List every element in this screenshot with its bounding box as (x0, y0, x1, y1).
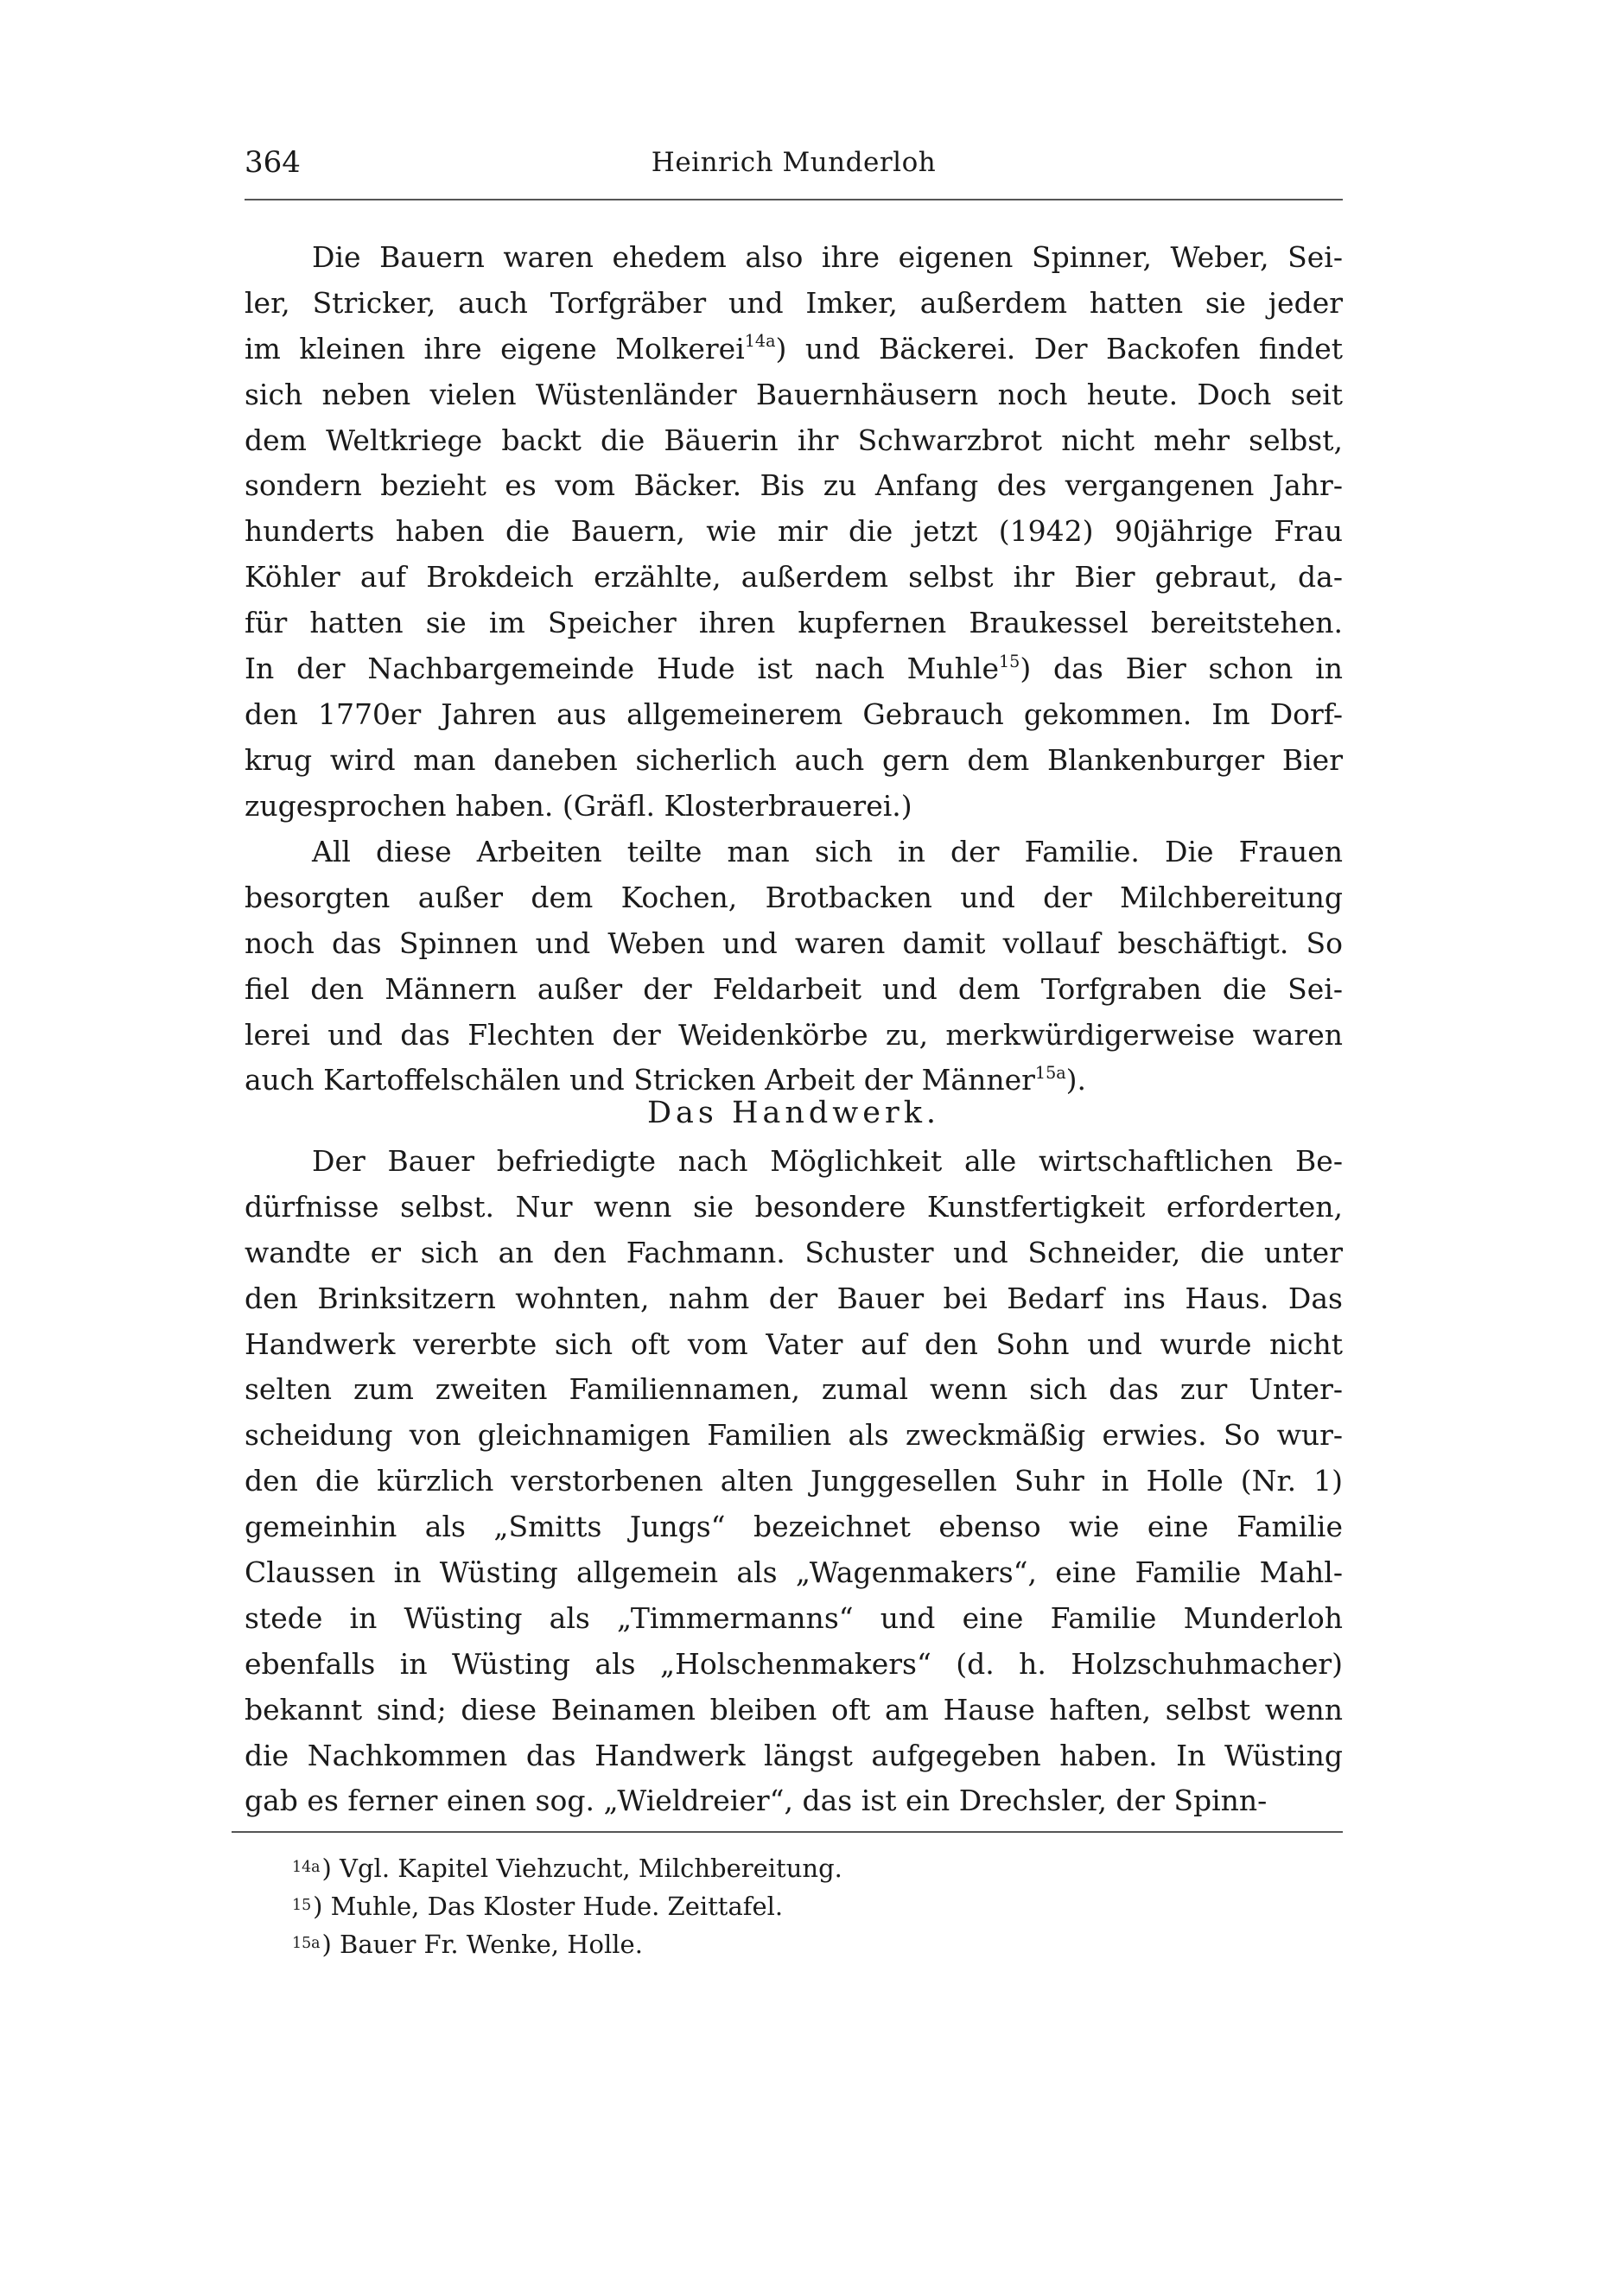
text-line: scheidung von gleichnamigen Familien als zweckmäßig erwies. So wur- (245, 1418, 1343, 1453)
line-text: ). (1065, 1063, 1087, 1097)
line-text: auch Kartoffelschälen und Stricken Arbeit der Männer (245, 1063, 1035, 1097)
text-line: ebenfalls in Wüsting als „Holschenmakers“ (d. h. Holzschuhmacher) (245, 1646, 1343, 1681)
line-text: ) und Bäckerei. Der Backofen findet (775, 331, 1343, 366)
footnote-item (292, 1925, 1329, 1963)
footnote-text: ) Muhle, Das Kloster Hude. Zeittafel. (313, 1892, 784, 1921)
line-text: im kleinen ihre eigene Molkerei (245, 331, 745, 366)
text-line: dem Weltkriege backt die Bäuerin ihr Schwarzbrot nicht mehr selbst, (245, 423, 1343, 457)
footnotes (292, 1849, 1329, 1963)
text-line: besorgten außer dem Kochen, Brotbacken und der Milchbereitung (245, 880, 1343, 914)
footnote-mark: 15a (292, 1934, 321, 1952)
paragraph-bauern-eigene-spinner (245, 235, 1343, 830)
footnote-rule (232, 1831, 1343, 1833)
text-line: krug wird man daneben sicherlich auch gern dem Blankenburger Bier (245, 742, 1343, 777)
text-line: gemeinhin als „Smitts Jungs“ bezeichnet ebenso wie eine Familie (245, 1510, 1343, 1544)
text-line: Handwerk vererbte sich oft vom Vater auf den Sohn und wurde nicht (245, 1326, 1343, 1361)
text-line: fiel den Männern außer der Feldarbeit und dem Torfgraben die Sei- (245, 971, 1343, 1006)
text-line: lerei und das Flechten der Weidenkörbe zu, merkwürdigerweise waren (245, 1017, 1343, 1052)
page-number: 364 (245, 145, 301, 180)
text-line (245, 646, 1343, 692)
footnote-text: ) Vgl. Kapitel Viehzucht, Milchbereitung. (321, 1854, 842, 1883)
text-line: sich neben vielen Wüstenländer Bauernhäusern noch heute. Doch seit (245, 377, 1343, 411)
text-line: ler, Stricker, auch Torfgräber und Imker, außerdem hatten sie jeder (245, 285, 1343, 320)
line-text: In der Nachbargemeinde Hude ist nach Muhle (245, 652, 999, 686)
text-line: bekannt sind; diese Beinamen bleiben oft am Hause haften, selbst wenn (245, 1692, 1343, 1727)
footnote-mark: 14a (292, 1858, 321, 1876)
header-rule (245, 199, 1343, 200)
text-line (245, 327, 1343, 372)
paragraph-handwerk (245, 1139, 1343, 1824)
text-line: hunderts haben die Bauern, wie mir die jetzt (1942) 90jährige Frau (245, 514, 1343, 549)
text-line: noch das Spinnen und Weben und waren damit vollauf beschäftigt. So (245, 925, 1343, 960)
text-line: den die kürzlich verstorbenen alten Junggesellen Suhr in Holle (Nr. 1) (245, 1464, 1343, 1498)
running-head (245, 141, 1343, 194)
footnote-mark: 15 (292, 1896, 312, 1914)
footnote-reference: 15a (1034, 1063, 1066, 1084)
text-line: Köhler auf Brokdeich erzählte, außerdem selbst ihr Bier gebraut, da- (245, 560, 1343, 595)
footnote-item (292, 1849, 1329, 1887)
text-line: zugesprochen haben. (Gräfl. Klosterbrauerei.) (245, 788, 912, 823)
footnote-text: ) Bauer Fr. Wenke, Holle. (321, 1930, 643, 1959)
text-line: selten zum zweiten Familiennamen, zumal wenn sich das zur Unter- (245, 1372, 1343, 1407)
text-line: den Brinksitzern wohnten, nahm der Bauer bei Bedarf ins Haus. Das (245, 1281, 1343, 1315)
text-line: sondern bezieht es vom Bäcker. Bis zu Anfang des vergangenen Jahr- (245, 468, 1343, 503)
text-line: die Nachkommen das Handwerk längst aufgegeben haben. In Wüsting (245, 1738, 1343, 1772)
text-line: den 1770er Jahren aus allgemeinerem Gebrauch gekommen. Im Dorf- (245, 696, 1343, 731)
text-line: dürfnisse selbst. Nur wenn sie besondere Kunstfertigkeit erforderten, (245, 1189, 1343, 1224)
footnote-reference: 15 (999, 651, 1020, 671)
text-line: Claussen in Wüsting allgemein als „Wagenmakers“, eine Familie Mahl- (245, 1555, 1343, 1590)
text-line: wandte er sich an den Fachmann. Schuster und Schneider, die unter (245, 1235, 1343, 1269)
footnote-reference: 14a (744, 331, 776, 352)
text-line: Der Bauer befriedigte nach Möglichkeit alle wirtschaftlichen Be- (312, 1144, 1343, 1178)
running-title: Heinrich Munderloh (651, 147, 937, 178)
text-line: für hatten sie im Speicher ihren kupfernen Braukessel bereitstehen. (245, 606, 1343, 640)
paragraph-arbeiten-in-der-familie (245, 830, 1343, 1103)
line-text: ) das Bier schon in (1020, 652, 1343, 686)
text-line: All diese Arbeiten teilte man sich in der Familie. Die Frauen (312, 835, 1343, 868)
footnote-item (292, 1887, 1329, 1925)
section-heading: Das Handwerk. (646, 1096, 941, 1130)
text-line: stede in Wüsting als „Timmermanns“ und eine Familie Munderloh (245, 1600, 1343, 1635)
text-line: gab es ferner einen sog. „Wieldreier“, das ist ein Drechsler, der Spinn- (245, 1784, 1268, 1818)
text-line: Die Bauern waren ehedem also ihre eigenen Spinner, Weber, Sei- (312, 240, 1343, 274)
